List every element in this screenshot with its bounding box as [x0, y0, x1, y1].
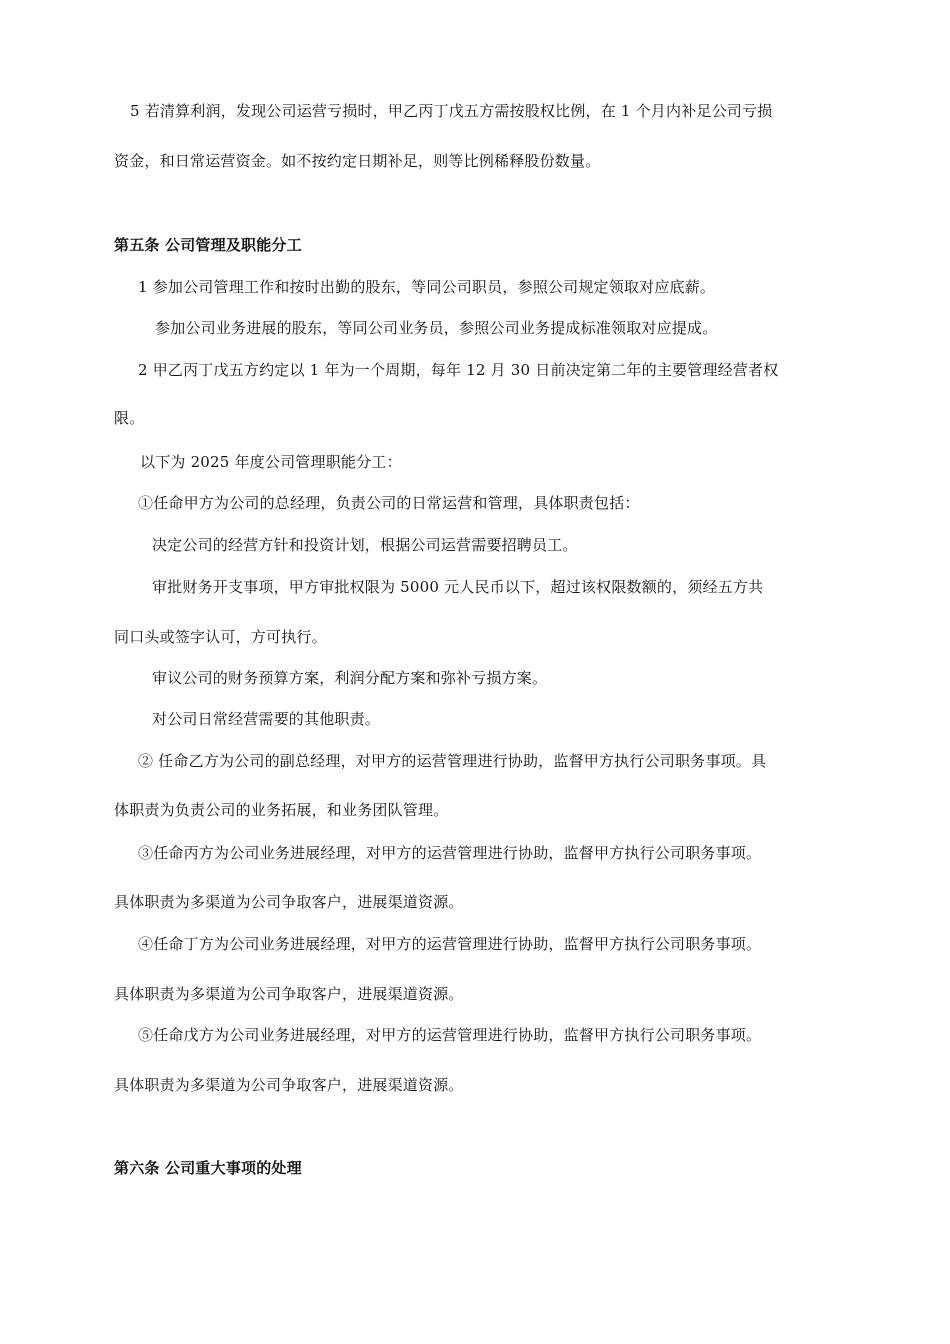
paragraph-line: 2 甲乙丙丁戊五方约定以 1 年为一个周期，每年 12 月 30 日前决定第二年的主要管理经营者权 — [138, 361, 779, 379]
paragraph-line: 具体职责为多渠道为公司争取客户，进展渠道资源。 — [114, 893, 464, 911]
paragraph-line: 参加公司业务进展的股东，等同公司业务员，参照公司业务提成标准领取对应提成。 — [155, 319, 718, 337]
paragraph-line: 体职责为负责公司的业务拓展，和业务团队管理。 — [114, 801, 449, 819]
paragraph-line: 限。 — [114, 409, 145, 427]
duty-line: 审批财务开支事项，甲方审批权限为 5000 元人民币以下，超过该权限数额的，须经五方共 — [152, 578, 764, 596]
section-heading-article-5: 第五条 公司管理及职能分工 — [114, 236, 302, 254]
paragraph-line: 具体职责为多渠道为公司争取客户，进展渠道资源。 — [114, 1076, 464, 1094]
list-item-2: ② 任命乙方为公司的副总经理，对甲方的运营管理进行协助，监督甲方执行公司职务事项。具 — [138, 752, 767, 770]
list-item-5: ⑤任命戊方为公司业务进展经理，对甲方的运营管理进行协助，监督甲方执行公司职务事项。 — [138, 1026, 762, 1044]
duty-line: 决定公司的经营方针和投资计划，根据公司运营需要招聘员工。 — [152, 536, 578, 554]
paragraph-line: 5 若清算利润，发现公司运营亏损时，甲乙丙丁戊五方需按股权比例，在 1 个月内补足公司亏损 — [130, 102, 773, 120]
duty-line: 审议公司的财务预算方案，利润分配方案和弥补亏损方案。 — [152, 669, 548, 687]
paragraph-line: 具体职责为多渠道为公司争取客户，进展渠道资源。 — [114, 985, 464, 1003]
list-item-1: ①任命甲方为公司的总经理，负责公司的日常运营和管理，具体职责包括： — [138, 494, 640, 512]
paragraph-line: 资金，和日常运营资金。如不按约定日期补足，则等比例稀释股份数量。 — [114, 152, 601, 170]
list-item-3: ③任命丙方为公司业务进展经理，对甲方的运营管理进行协助，监督甲方执行公司职务事项。 — [138, 844, 762, 862]
paragraph-line: 以下为 2025 年度公司管理职能分工： — [140, 453, 402, 471]
paragraph-line: 1 参加公司管理工作和按时出勤的股东，等同公司职员，参照公司规定领取对应底薪。 — [138, 278, 716, 296]
section-heading-article-6: 第六条 公司重大事项的处理 — [114, 1159, 302, 1177]
duty-line: 对公司日常经营需要的其他职责。 — [152, 710, 381, 728]
duty-line: 同口头或签字认可，方可执行。 — [114, 628, 327, 646]
list-item-4: ④任命丁方为公司业务进展经理，对甲方的运营管理进行协助，监督甲方执行公司职务事项。 — [138, 935, 762, 953]
